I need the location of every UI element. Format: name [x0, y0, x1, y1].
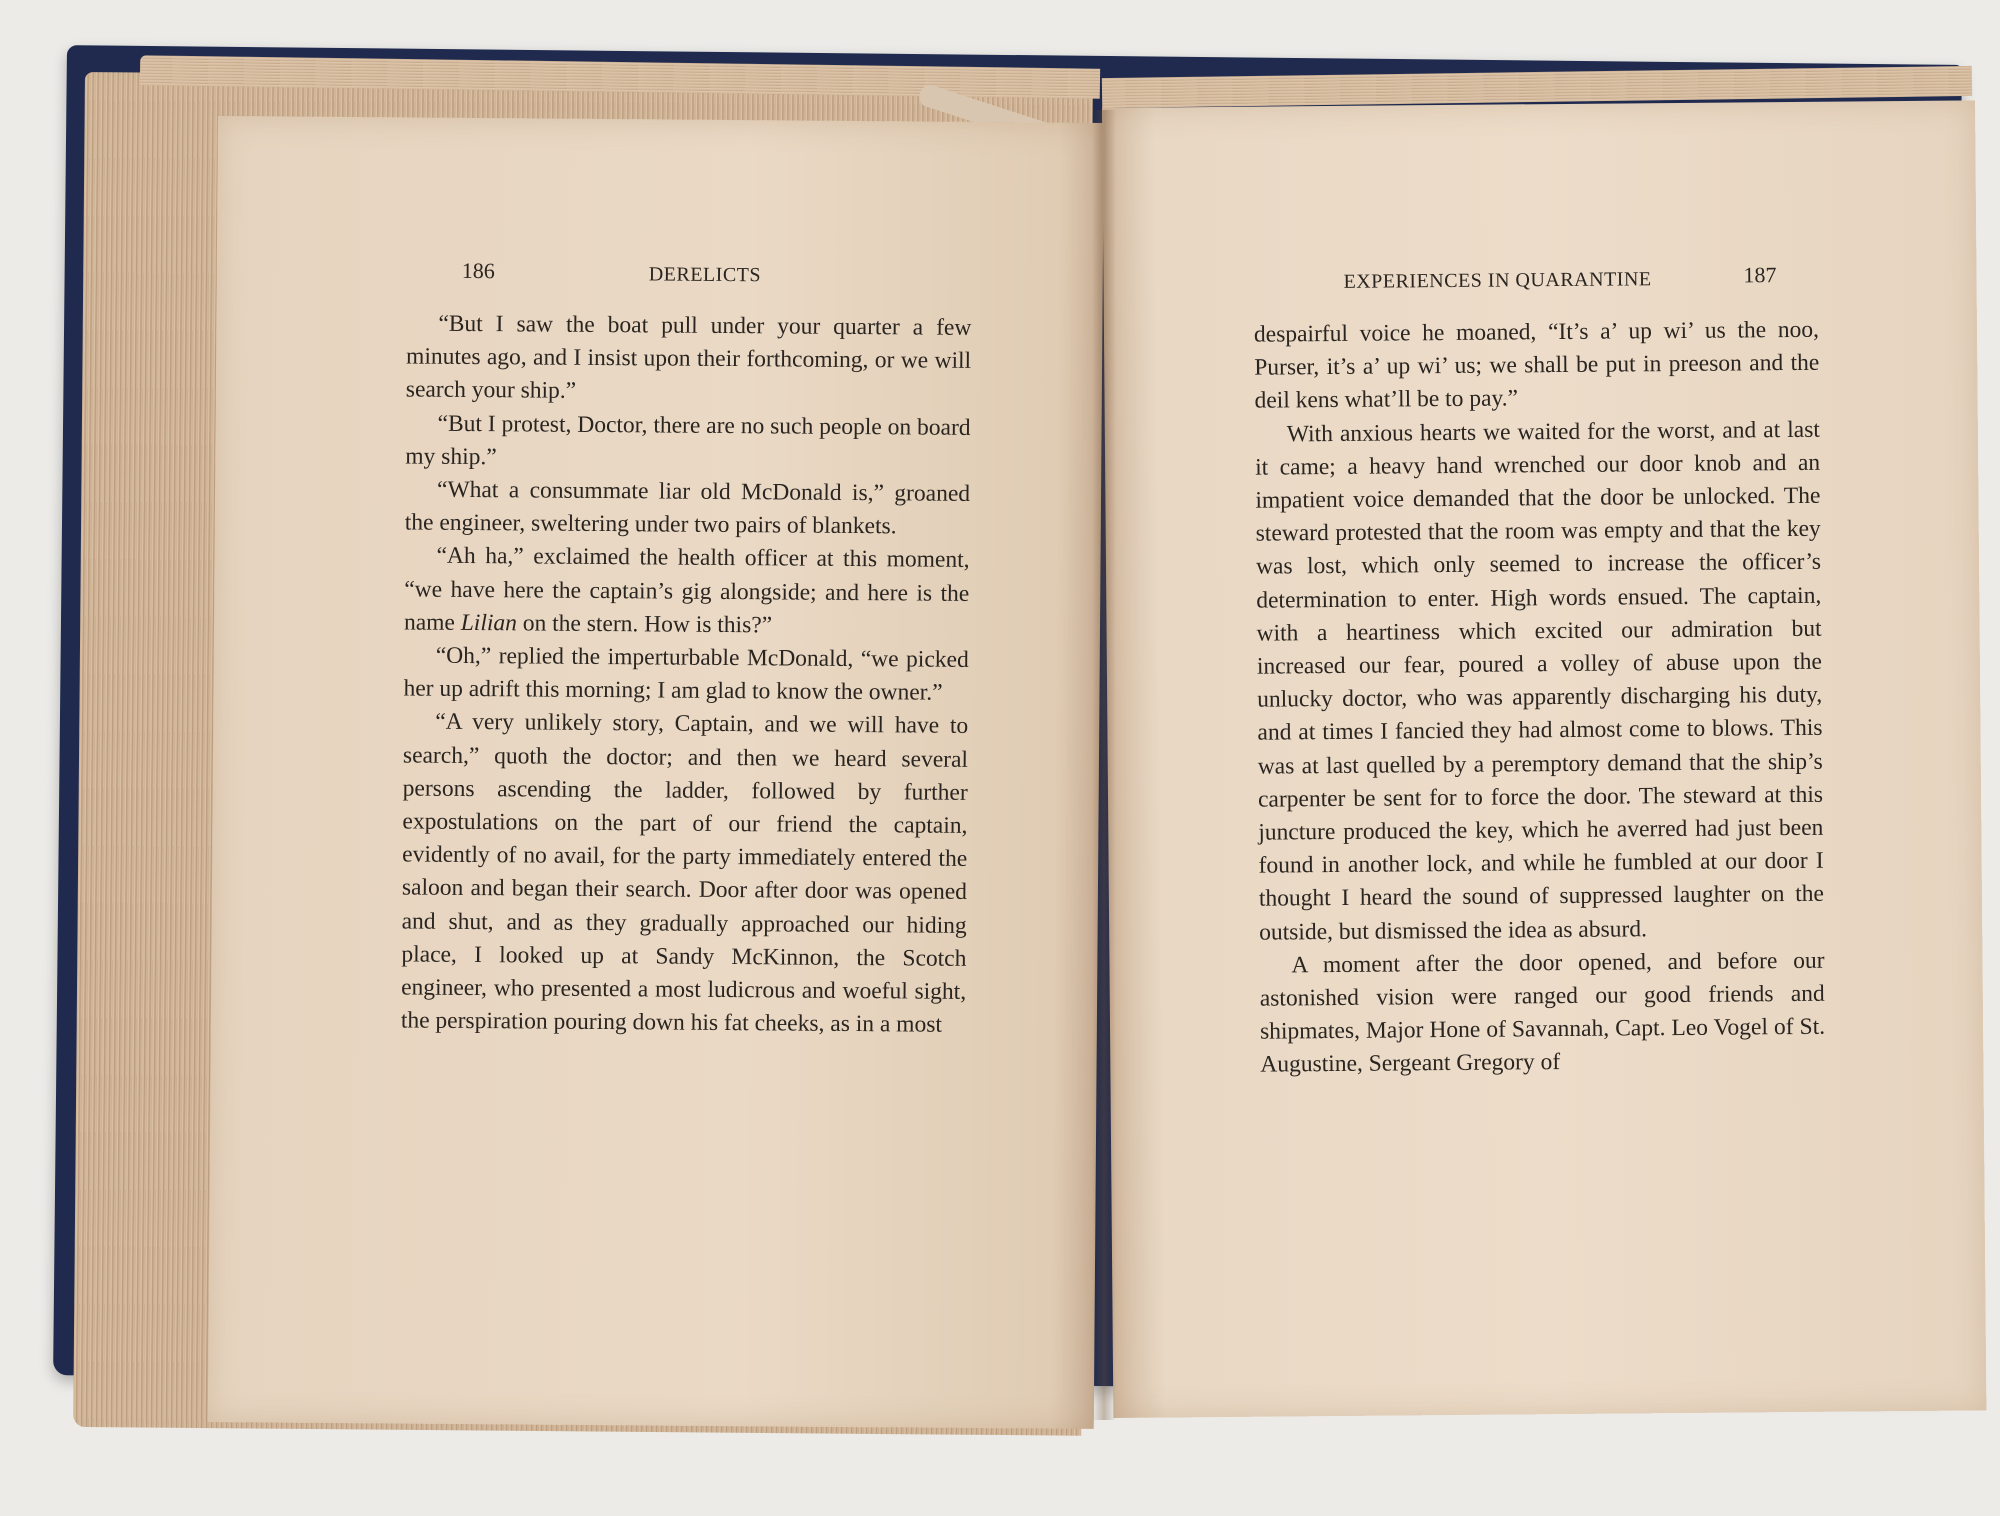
paragraph: “A very unlikely story, Captain, and we will have to search,” quoth the doctor; and then we heard several persons ascending the ladder, followed by further expostulations on the part of our friend the captain, evidently of no avail, for the party immediately entered the saloon and began their search. Door after door was opened and shut, and as they gradually approached our hiding place, I looked up at Sandy McKinnon, the Scotch engineer, who presented a most ludicrous and woeful sight, the perspiration pouring down his fat cheeks, as in a most: [400, 709, 969, 1038]
right-running-head: EXPERIENCES IN QUARANTINE: [1343, 268, 1652, 293]
paragraph-part: on the stern. How is this?”: [516, 610, 773, 639]
left-page: [208, 116, 1104, 1429]
left-running-head: DERELICTS: [648, 263, 762, 287]
left-page-text: [401, 307, 972, 1042]
paragraph: “But I saw the boat pull under your quarter a few minutes ago, and I insist upon their forthcoming, or we will search your ship.”: [405, 310, 972, 405]
paragraph: “What a consummate liar old McDonald is,” groaned the engineer, sweltering under two pairs of blankets.: [404, 476, 971, 540]
right-page-text: [1254, 314, 1826, 1083]
left-page-number: 186: [461, 257, 495, 284]
paragraph: “Oh,” replied the imperturbable McDonald, “we picked her up adrift this morning; I am glad to know the owner.”: [403, 642, 969, 706]
paragraph: [404, 540, 970, 644]
paragraph: “But I protest, Doctor, there are no such people on board my ship.”: [405, 410, 971, 471]
open-book: [40, 50, 1960, 1450]
right-page: [1102, 100, 1986, 1418]
book-gutter: [1092, 110, 1116, 1420]
right-page-number: 187: [1743, 262, 1777, 288]
paragraph: With anxious hearts we waited for the worst, and at last it came; a heavy hand wrenched our door knob and an impatient voice demanded that the door be unlocked. The steward protested that the room was empty and that the key was lost, which only seemed to increase the officer’s determination to enter. High words ensued. The captain, with a heartiness which excited our admiration but increased our fear, poured a volley of abuse upon the unlucky doctor, who was apparently discharging his duty, and at times I fancied they had almost come to blows. This was at last quelled by a peremptory demand that the ship’s carpenter be sent for to force the door. The steward at this juncture produced the key, which he averred had just been found in another lock, and while he fumbled at our door I thought I heard the sound of suppressed laughter on the outside, but dismissed the idea as absurd.: [1255, 416, 1825, 946]
ship-name-italic: Lilian: [460, 609, 518, 637]
paragraph-part: “Ah ha,” exclaimed the health officer at this moment, “we have here the captain’s gig alongside; and here is the name: [403, 543, 970, 636]
paragraph: despairful voice he moaned, “It’s a’ up wi’ us the noo, Purser, it’s a’ up wi’ us; we shall be put in preeson and the deil kens what’ll be to pay.”: [1253, 316, 1820, 415]
paragraph: A moment after the door opened, and before our astonished vision were ranged our good friends and shipmates, Major Hone of Savannah, Capt. Leo Vogel of St. Augustine, Sergeant Gregory of: [1259, 947, 1826, 1079]
